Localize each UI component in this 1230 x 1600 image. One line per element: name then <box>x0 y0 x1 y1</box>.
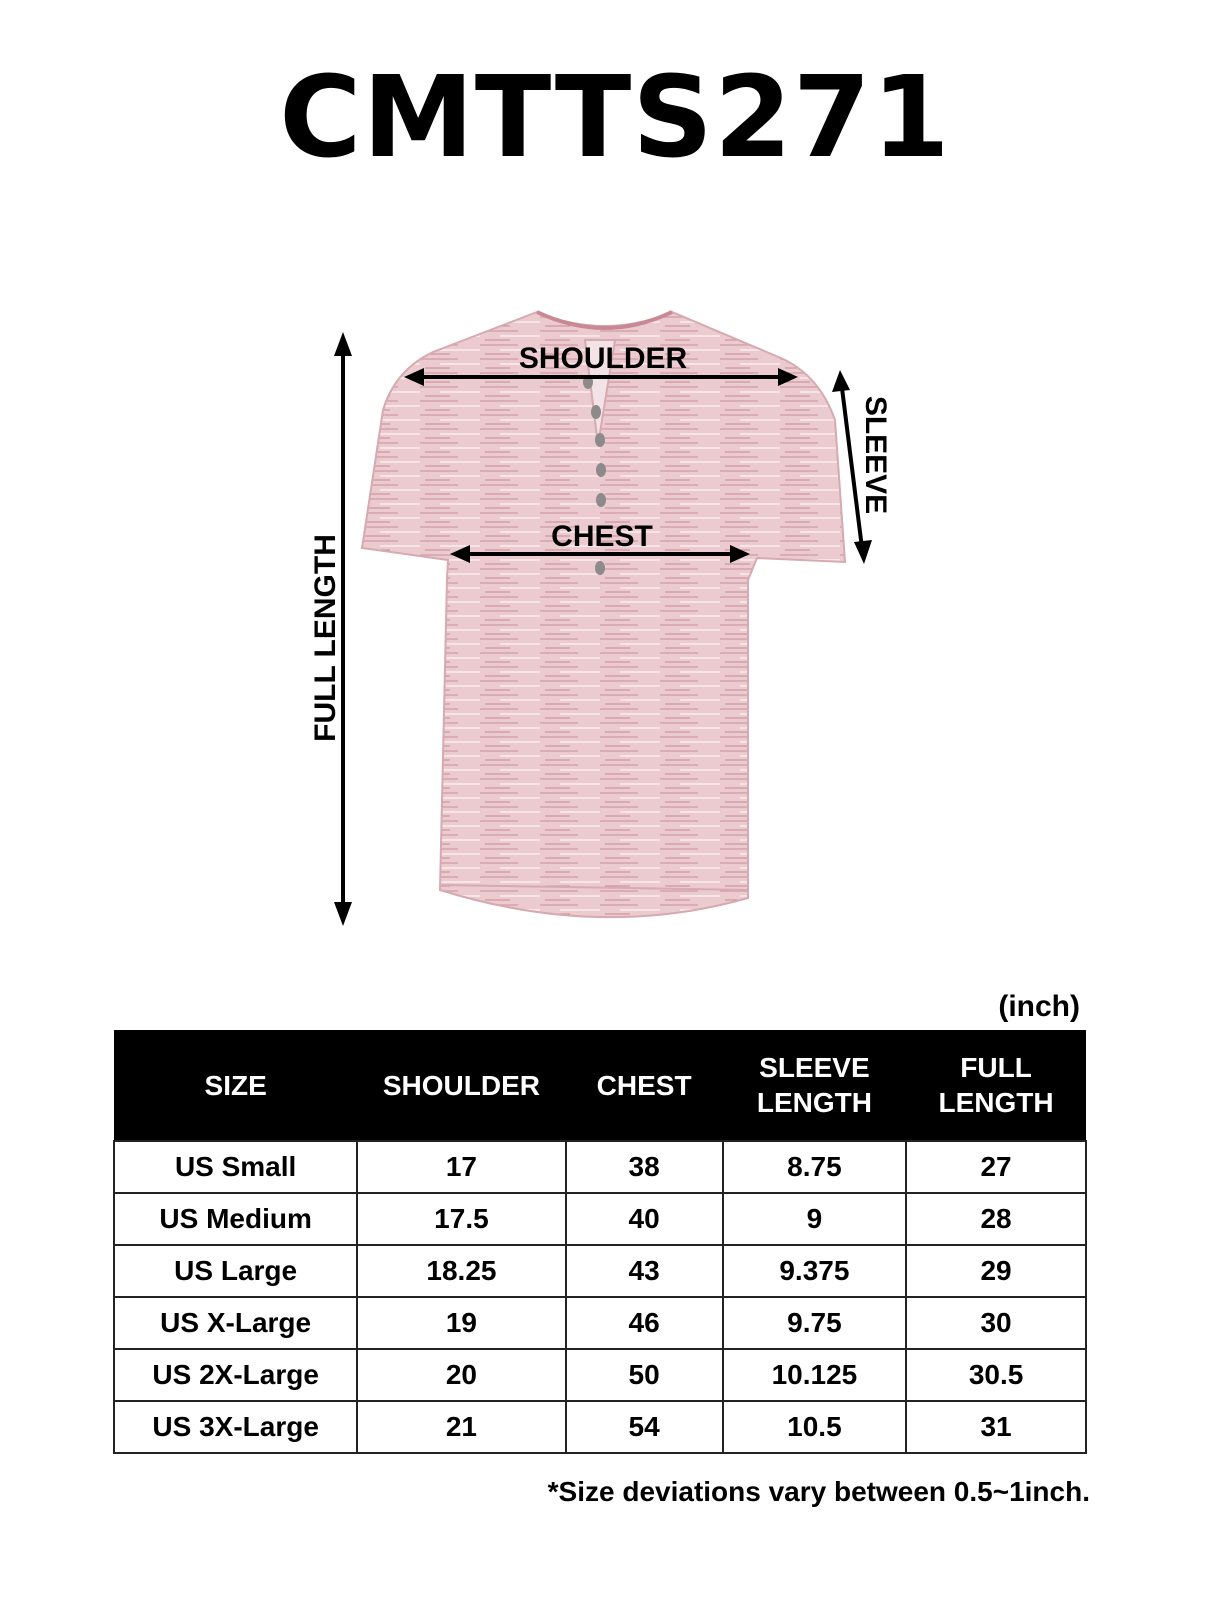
cell-chest: 38 <box>566 1141 723 1193</box>
product-code-title: CMTTS271 <box>279 53 951 183</box>
cell-size: US 2X-Large <box>114 1349 357 1401</box>
cell-shoulder: 17.5 <box>357 1193 565 1245</box>
cell-full-length: 29 <box>906 1245 1086 1297</box>
header-chest: CHEST <box>566 1030 723 1141</box>
cell-full-length: 27 <box>906 1141 1086 1193</box>
header-full-length: FULL LENGTH <box>906 1030 1086 1141</box>
table-row <box>114 1349 1086 1401</box>
size-chart-table <box>113 1030 1087 1454</box>
cell-chest: 50 <box>566 1349 723 1401</box>
cell-size: US Medium <box>114 1193 357 1245</box>
table-row <box>114 1141 1086 1193</box>
cell-size: US Large <box>114 1245 357 1297</box>
header-size: SIZE <box>114 1030 357 1141</box>
cell-full-length: 30.5 <box>906 1349 1086 1401</box>
table-row <box>114 1297 1086 1349</box>
tshirt-illustration <box>362 312 845 917</box>
header-shoulder: SHOULDER <box>357 1030 565 1141</box>
cell-sleeve-length: 9.75 <box>723 1297 906 1349</box>
cell-sleeve-length: 10.5 <box>723 1401 906 1453</box>
cell-full-length: 30 <box>906 1297 1086 1349</box>
size-diagram <box>0 300 1230 960</box>
cell-shoulder: 17 <box>357 1141 565 1193</box>
cell-chest: 43 <box>566 1245 723 1297</box>
cell-full-length: 31 <box>906 1401 1086 1453</box>
cell-chest: 46 <box>566 1297 723 1349</box>
shoulder-label: SHOULDER <box>518 342 688 375</box>
size-deviation-note: *Size deviations vary between 0.5~1inch. <box>547 1476 1090 1507</box>
chest-label: CHEST <box>551 520 653 553</box>
cell-shoulder: 18.25 <box>357 1245 565 1297</box>
cell-sleeve-length: 10.125 <box>723 1349 906 1401</box>
table-row <box>114 1193 1086 1245</box>
table-header-row <box>114 1030 1086 1141</box>
unit-label: (inch) <box>998 990 1080 1023</box>
cell-sleeve-length: 9.375 <box>723 1245 906 1297</box>
cell-full-length: 28 <box>906 1193 1086 1245</box>
header-sleeve-length: SLEEVE LENGTH <box>723 1030 906 1141</box>
sleeve-label: SLEEVE <box>859 395 892 515</box>
cell-sleeve-length: 9 <box>723 1193 906 1245</box>
cell-shoulder: 20 <box>357 1349 565 1401</box>
cell-size: US X-Large <box>114 1297 357 1349</box>
table-row <box>114 1245 1086 1297</box>
cell-chest: 54 <box>566 1401 723 1453</box>
cell-size: US 3X-Large <box>114 1401 357 1453</box>
cell-size: US Small <box>114 1141 357 1193</box>
full-length-label: FULL LENGTH <box>309 534 342 742</box>
size-rows <box>114 1141 1086 1453</box>
cell-chest: 40 <box>566 1193 723 1245</box>
cell-shoulder: 19 <box>357 1297 565 1349</box>
cell-sleeve-length: 8.75 <box>723 1141 906 1193</box>
table-row <box>114 1401 1086 1453</box>
cell-shoulder: 21 <box>357 1401 565 1453</box>
